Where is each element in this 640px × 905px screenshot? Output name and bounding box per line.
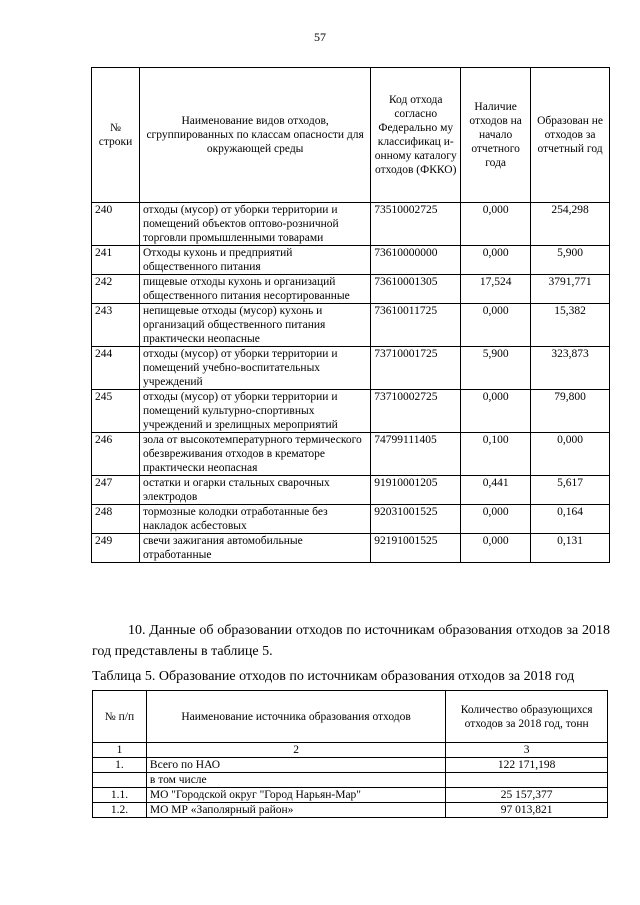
waste-name: пищевые отходы кухонь и организаций общественного питания несортированные <box>139 275 370 304</box>
row-number: 248 <box>92 505 140 534</box>
table-row <box>92 347 610 390</box>
header-generated-amount: Образован не отходов за отчетный год <box>531 68 610 203</box>
waste-name: непищевые отходы (мусор) кухонь и организаций общественного питания практически неопасные <box>139 304 370 347</box>
generated-amount: 0,131 <box>531 534 610 563</box>
table-row <box>92 505 610 534</box>
generated-amount: 5,900 <box>531 246 610 275</box>
start-amount: 0,000 <box>461 534 531 563</box>
source-name: в том числе <box>146 773 445 788</box>
fkko-code: 73510002725 <box>371 203 461 246</box>
fkko-code: 73610001305 <box>371 275 461 304</box>
generated-amount: 79,800 <box>531 390 610 433</box>
table-row <box>92 203 610 246</box>
table-row <box>92 246 610 275</box>
fkko-code: 91910001205 <box>371 476 461 505</box>
table-row <box>93 803 608 818</box>
row-number: 244 <box>92 347 140 390</box>
waste-name: свечи зажигания автомобильные отработанные <box>139 534 370 563</box>
source-number: 1. <box>93 758 147 773</box>
generated-amount: 0,000 <box>531 433 610 476</box>
start-amount: 0,100 <box>461 433 531 476</box>
waste-types-body <box>92 203 610 563</box>
table-row <box>92 275 610 304</box>
paragraph-text: 10. Данные об образовании отходов по источникам образования отходов за 2018 год представлены в таблице 5. <box>92 623 610 659</box>
row-number: 240 <box>92 203 140 246</box>
row-number: 247 <box>92 476 140 505</box>
table-row <box>93 773 608 788</box>
source-name: МО "Городской округ "Город Нарьян-Мар" <box>146 788 445 803</box>
start-amount: 17,524 <box>461 275 531 304</box>
header-quantity: Количество образующихся отходов за 2018 год, тонн <box>446 691 608 743</box>
start-amount: 5,900 <box>461 347 531 390</box>
source-number <box>93 773 147 788</box>
fkko-code: 73610011725 <box>371 304 461 347</box>
row-number: 241 <box>92 246 140 275</box>
table-header-row <box>92 68 610 203</box>
fkko-code: 92031001525 <box>371 505 461 534</box>
header-start-amount: Наличие отходов на начало отчетного года <box>461 68 531 203</box>
header-waste-name: Наименование видов отходов, сгруппированных по классам опасности для окружающей среды <box>139 68 370 203</box>
column-index-row <box>93 743 608 758</box>
start-amount: 0,000 <box>461 390 531 433</box>
fkko-code: 92191001525 <box>371 534 461 563</box>
waste-name: Отходы кухонь и предприятий общественного питания <box>139 246 370 275</box>
generated-amount: 3791,771 <box>531 275 610 304</box>
table-row <box>92 390 610 433</box>
waste-types-table <box>91 67 610 563</box>
generated-amount: 15,382 <box>531 304 610 347</box>
source-number: 1.1. <box>93 788 147 803</box>
row-number: 246 <box>92 433 140 476</box>
column-index: 2 <box>146 743 445 758</box>
waste-name: отходы (мусор) от уборки территории и помещений культурно-спортивных учреждений и зрелищных мероприятий <box>139 390 370 433</box>
generated-amount: 323,873 <box>531 347 610 390</box>
table-row <box>92 476 610 505</box>
header-number: № п/п <box>93 691 147 743</box>
source-quantity: 122 171,198 <box>446 758 608 773</box>
fkko-code: 74799111405 <box>371 433 461 476</box>
table-row <box>92 304 610 347</box>
table-row <box>93 758 608 773</box>
start-amount: 0,000 <box>461 246 531 275</box>
source-quantity: 25 157,377 <box>446 788 608 803</box>
waste-name: отходы (мусор) от уборки территории и помещений объектов оптово-розничной торговли промышленными товарами <box>139 203 370 246</box>
header-fkko-code: Код отхода согласно Федерально му классификац и-онному каталогу отходов (ФККО) <box>371 68 461 203</box>
column-index: 3 <box>446 743 608 758</box>
start-amount: 0,000 <box>461 505 531 534</box>
generated-amount: 5,617 <box>531 476 610 505</box>
source-name: Всего по НАО <box>146 758 445 773</box>
table-row <box>92 534 610 563</box>
table-row <box>93 788 608 803</box>
section-paragraph <box>92 620 610 662</box>
waste-name: тормозные колодки отработанные без накладок асбестовых <box>139 505 370 534</box>
start-amount: 0,000 <box>461 304 531 347</box>
header-row-number: № строки <box>92 68 140 203</box>
source-number: 1.2. <box>93 803 147 818</box>
waste-name: отходы (мусор) от уборки территории и помещений учебно-воспитательных учреждений <box>139 347 370 390</box>
source-name: МО МР «Заполярный район» <box>146 803 445 818</box>
table-header-row <box>93 691 608 743</box>
source-quantity: 97 013,821 <box>446 803 608 818</box>
start-amount: 0,000 <box>461 203 531 246</box>
table-row <box>92 433 610 476</box>
waste-name: остатки и огарки стальных сварочных электродов <box>139 476 370 505</box>
waste-sources-table <box>92 690 608 818</box>
fkko-code: 73610000000 <box>371 246 461 275</box>
waste-name: зола от высокотемпературного термического обезвреживания отходов в крематоре практически неопасная <box>139 433 370 476</box>
table-caption: Таблица 5. Образование отходов по источникам образования отходов за 2018 год <box>92 669 575 684</box>
header-source-name: Наименование источника образования отходов <box>146 691 445 743</box>
row-number: 245 <box>92 390 140 433</box>
fkko-code: 73710001725 <box>371 347 461 390</box>
generated-amount: 254,298 <box>531 203 610 246</box>
page-number: 57 <box>314 30 326 44</box>
row-number: 249 <box>92 534 140 563</box>
fkko-code: 73710002725 <box>371 390 461 433</box>
column-index: 1 <box>93 743 147 758</box>
start-amount: 0,441 <box>461 476 531 505</box>
waste-sources-body <box>93 758 608 818</box>
row-number: 242 <box>92 275 140 304</box>
source-quantity <box>446 773 608 788</box>
generated-amount: 0,164 <box>531 505 610 534</box>
row-number: 243 <box>92 304 140 347</box>
